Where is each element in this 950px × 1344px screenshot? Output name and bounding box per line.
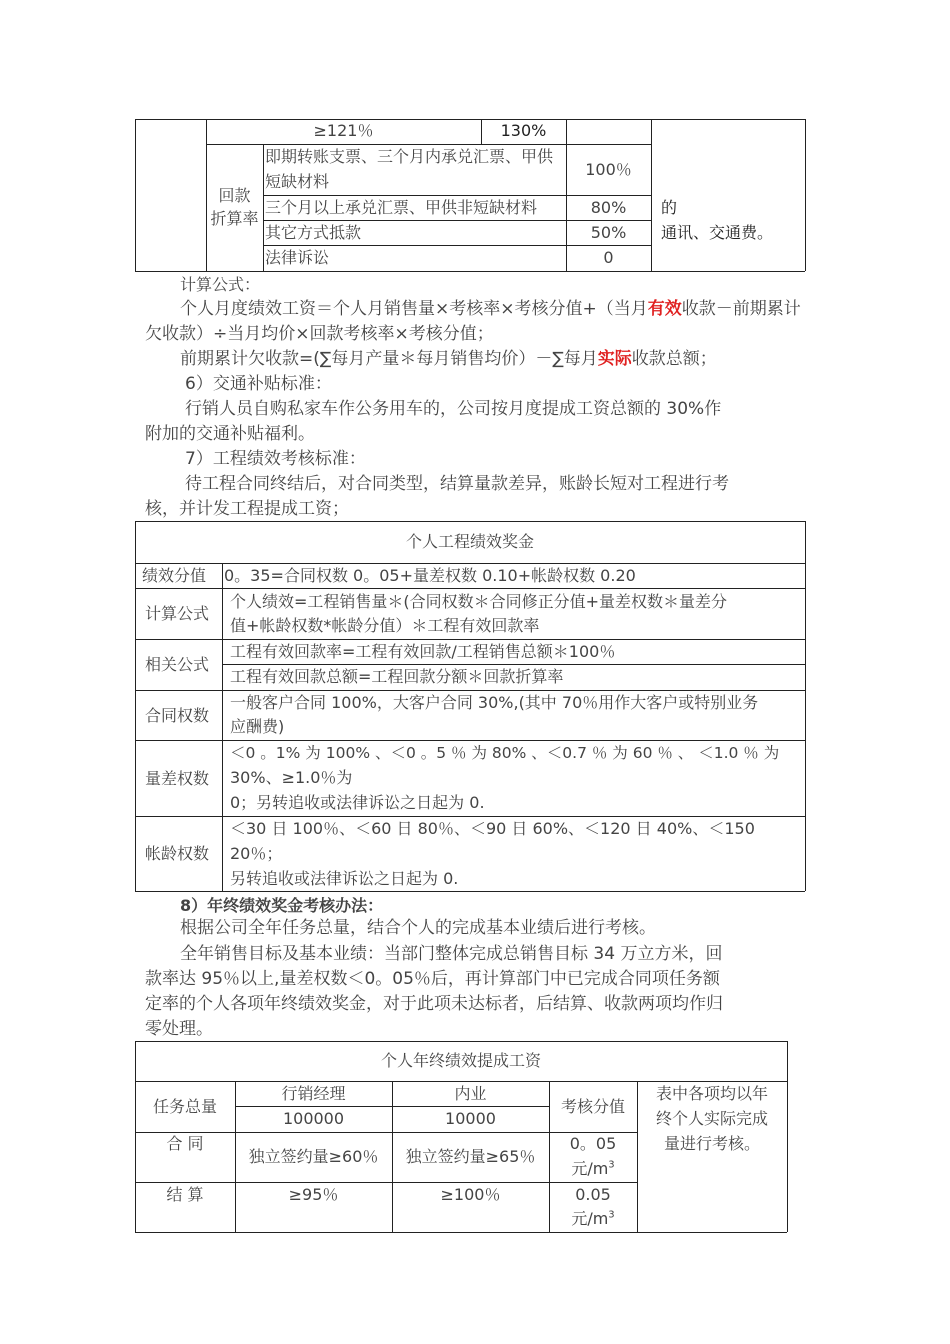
col-score: 考核分值 bbox=[560, 1097, 625, 1116]
score-label: 绩效分值 bbox=[142, 566, 207, 585]
col-manager: 行销经理 bbox=[281, 1084, 346, 1103]
ge121-label: ≥121％ bbox=[313, 121, 374, 140]
contract-line1: 一般客户合同 100%，大客户合同 30%,(其中 70％用作大客户或特别业务 bbox=[230, 693, 759, 712]
age-line3: 另转追收或法律诉讼之日起为 0. bbox=[230, 869, 459, 888]
row-settle-score-line2: 元$/m^3$ bbox=[571, 1209, 615, 1228]
row-4-label: 法律诉讼 bbox=[265, 248, 330, 267]
group-label-line2: 折算率 bbox=[210, 209, 259, 228]
row-2-label: 三个月以上承兑汇票、甲供非短缺材料 bbox=[265, 198, 538, 217]
row-contract-label: 合 同 bbox=[166, 1134, 204, 1153]
score-value: 0。35=合同权数 0。05+量差权数 0.10+帐龄权数 0.20 bbox=[224, 566, 636, 585]
section-8-p1: 根据公司全年任务总量，结合个人的完成基本业绩后进行考核。 bbox=[180, 918, 656, 938]
col-inner: 内业 bbox=[454, 1084, 487, 1103]
note-line3: 量进行考核。 bbox=[663, 1134, 760, 1153]
age-line1: ＜30 日 100％、＜60 日 80％、＜90 日 60%、＜120 日 40%、＜150 bbox=[230, 819, 755, 838]
row-contract-score-line2: 元$/m^3$ bbox=[571, 1159, 615, 1178]
related-label: 相关公式 bbox=[145, 655, 210, 674]
section-6-title: 6）交通补贴标准： bbox=[185, 374, 332, 394]
note-line1: 表中各项均以年 bbox=[655, 1084, 768, 1103]
related-line1: 工程有效回款率=工程有效回款/工程销售总额＊100％ bbox=[230, 642, 616, 661]
row-contract-score-line1: 0。05 bbox=[569, 1134, 617, 1153]
related-line2: 工程有效回款总额=工程回款分额＊回款折算率 bbox=[230, 667, 564, 686]
calc-line2: 值+帐龄权数*帐龄分值）＊工程有效回款率 bbox=[230, 616, 540, 635]
diff-line2: 30%、≥1.0％为 bbox=[230, 768, 353, 787]
calc-label: 计算公式 bbox=[145, 604, 210, 623]
task-label: 任务总量 bbox=[152, 1097, 217, 1116]
section-8-p2-line4: 零处理。 bbox=[145, 1019, 213, 1039]
row-settle-label: 结 算 bbox=[166, 1185, 204, 1204]
row-2-value: 80% bbox=[590, 198, 627, 217]
contract-label: 合同权数 bbox=[145, 706, 210, 725]
row-settle-score-line1: 0.05 bbox=[575, 1185, 611, 1204]
row-settle-manager: ≥95％ bbox=[288, 1185, 339, 1204]
table-2-title: 个人工程绩效奖金 bbox=[405, 532, 534, 551]
row-1-label-line1: 即期转账支票、三个月内承兑汇票、甲供 bbox=[265, 147, 554, 166]
row-settle-inner: ≥100％ bbox=[440, 1185, 501, 1204]
diff-line3: 0；另转追收或法律诉讼之日起为 0. bbox=[230, 793, 485, 812]
row-contract-inner: 独立签约量≥65％ bbox=[405, 1147, 536, 1166]
section-6-line1: 行销人员自购私家车作公务用车的，公司按月度提成工资总额的 30%作 bbox=[185, 399, 722, 419]
age-line2: 20％； bbox=[230, 844, 283, 863]
col-inner-value: 10000 bbox=[445, 1109, 496, 1128]
formula-line-3: 前期累计欠收款=(∑每月产量＊每月销售均价）－∑每月实际收款总额； bbox=[180, 349, 717, 369]
age-label: 帐龄权数 bbox=[145, 844, 210, 863]
formula-heading: 计算公式： bbox=[180, 275, 261, 294]
diff-label: 量差权数 bbox=[145, 769, 210, 788]
row-contract-manager: 独立签约量≥60％ bbox=[248, 1147, 379, 1166]
section-8-p2-line1: 全年销售目标及基本业绩：当部门整体完成总销售目标 34 万立方米，回 bbox=[180, 944, 723, 964]
right-text-line1: 的 bbox=[661, 198, 678, 217]
note-line2: 终个人实际完成 bbox=[655, 1109, 768, 1128]
section-6-line2: 附加的交通补贴福利。 bbox=[145, 424, 315, 444]
section-7-line1: 待工程合同终结后，对合同类型，结算量款差异，账龄长短对工程进行考 bbox=[185, 474, 729, 494]
formula-line-2: 欠收款）÷当月均价×回款考核率×考核分值； bbox=[145, 324, 494, 344]
table-3-title: 个人年终绩效提成工资 bbox=[380, 1051, 541, 1070]
section-8-title: 8）年终绩效奖金考核办法： bbox=[180, 896, 384, 915]
group-label-line1: 回款 bbox=[218, 186, 251, 205]
ge121-value: 130% bbox=[500, 121, 547, 140]
section-8-p2-line3: 定率的个人各项年终绩效奖金，对于此项未达标者，后结算、收款两项均作归 bbox=[145, 994, 723, 1014]
section-7-title: 7）工程绩效考核标准： bbox=[185, 449, 366, 469]
row-1-value: 100％ bbox=[585, 160, 632, 179]
section-7-line2: 核，并计发工程提成工资； bbox=[145, 499, 349, 519]
formula-line-1: 个人月度绩效工资＝个人月销售量×考核率×考核分值+（当月有效收款－前期累计 bbox=[180, 299, 801, 319]
contract-line2: 应酬费) bbox=[230, 717, 285, 736]
col-manager-value: 100000 bbox=[282, 1109, 345, 1128]
diff-line1: ＜0 。1% 为 100% 、＜0 。5 ％ 为 80% 、＜0.7 ％ 为 60 ％ 、 ＜1.0 ％ 为 bbox=[230, 744, 780, 762]
row-4-value: 0 bbox=[603, 248, 614, 267]
row-1-label-line2: 短缺材料 bbox=[265, 172, 330, 191]
right-text-line2: 通讯、交通费。 bbox=[661, 223, 774, 242]
calc-line1: 个人绩效=工程销售量＊(合同权数＊合同修正分值+量差权数＊量差分 bbox=[230, 592, 728, 611]
row-3-value: 50% bbox=[590, 223, 627, 242]
section-8-p2-line2: 款率达 95％以上,量差权数＜0。05％后，再计算部门中已完成合同项任务额 bbox=[145, 969, 720, 989]
row-3-label: 其它方式抵款 bbox=[265, 223, 362, 242]
